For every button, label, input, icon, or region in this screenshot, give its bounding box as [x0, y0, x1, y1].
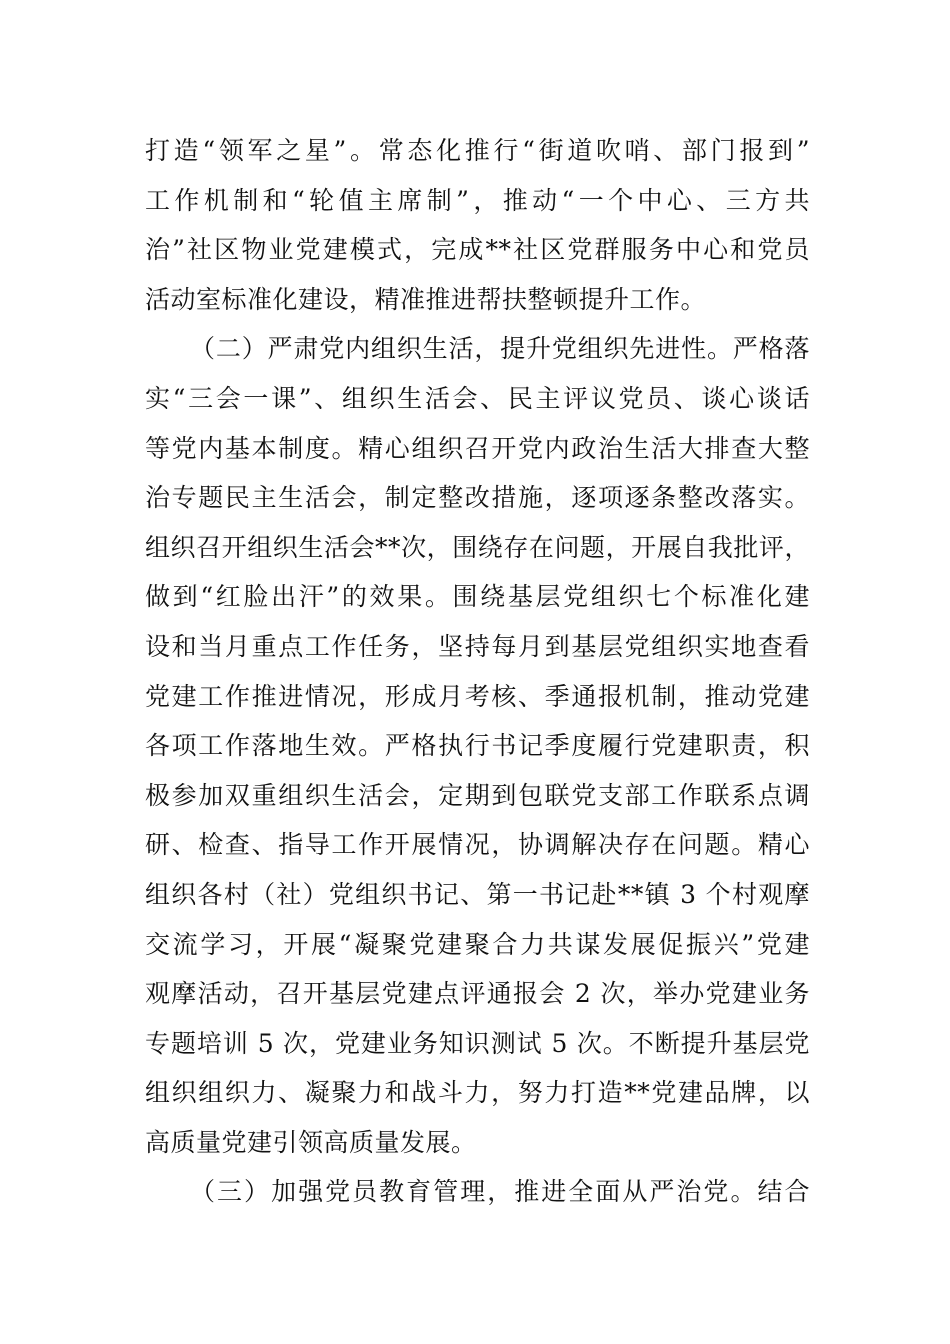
body-text: [145, 126, 810, 1217]
section-heading-line: （三）加强党员教育管理，推进全面从严治党。结合: [190, 1177, 810, 1207]
text-line: 组织召开组织生活会**次，围绕存在问题，开展自我批评，: [145, 532, 810, 562]
text-line: 高质量党建引领高质量发展。: [145, 1127, 477, 1157]
text-line: 治专题民主生活会，制定整改措施，逐项逐条整改落实。: [145, 483, 810, 513]
text-line: 研、检查、指导工作开展情况，协调解决存在问题。精心: [145, 830, 810, 860]
text-line: 治”社区物业党建模式，完成**社区党群服务中心和党员: [145, 235, 810, 265]
text-line: 实“三会一课”、组织生活会、民主评议党员、谈心谈话: [145, 383, 810, 413]
text-line: 做到“红脸出汗”的效果。围绕基层党组织七个标准化建: [145, 582, 810, 612]
text-line: 等党内基本制度。精心组织召开党内政治生活大排查大整: [145, 433, 810, 463]
section-heading-line: （二）严肃党内组织生活，提升党组织先进性。严格落: [190, 334, 810, 364]
text-line: 打造“领军之星”。常态化推行“街道吹哨、部门报到”: [145, 136, 810, 165]
text-line: 组织组织力、凝聚力和战斗力，努力打造**党建品牌，以: [145, 1078, 810, 1108]
text-line: 观摩活动，召开基层党建点评通报会 2 次，举办党建业务: [145, 979, 810, 1009]
text-line: 极参加双重组织生活会，定期到包联党支部工作联系点调: [145, 780, 810, 810]
text-line: 设和当月重点工作任务，坚持每月到基层党组织实地查看: [145, 631, 810, 661]
text-line: 各项工作落地生效。严格执行书记季度履行党建职责，积: [145, 731, 810, 761]
text-line: 党建工作推进情况，形成月考核、季通报机制，推动党建: [145, 681, 810, 711]
text-line: 交流学习，开展“凝聚党建聚合力共谋发展促振兴”党建: [145, 929, 810, 959]
text-line: 工作机制和“轮值主席制”，推动“一个中心、三方共: [145, 185, 810, 215]
text-line: 专题培训 5 次，党建业务知识测试 5 次。不断提升基层党: [145, 1028, 810, 1058]
text-line: 活动室标准化建设，精准推进帮扶整顿提升工作。: [145, 284, 707, 314]
text-line: 组织各村（社）党组织书记、第一书记赴**镇 3 个村观摩: [145, 879, 810, 909]
